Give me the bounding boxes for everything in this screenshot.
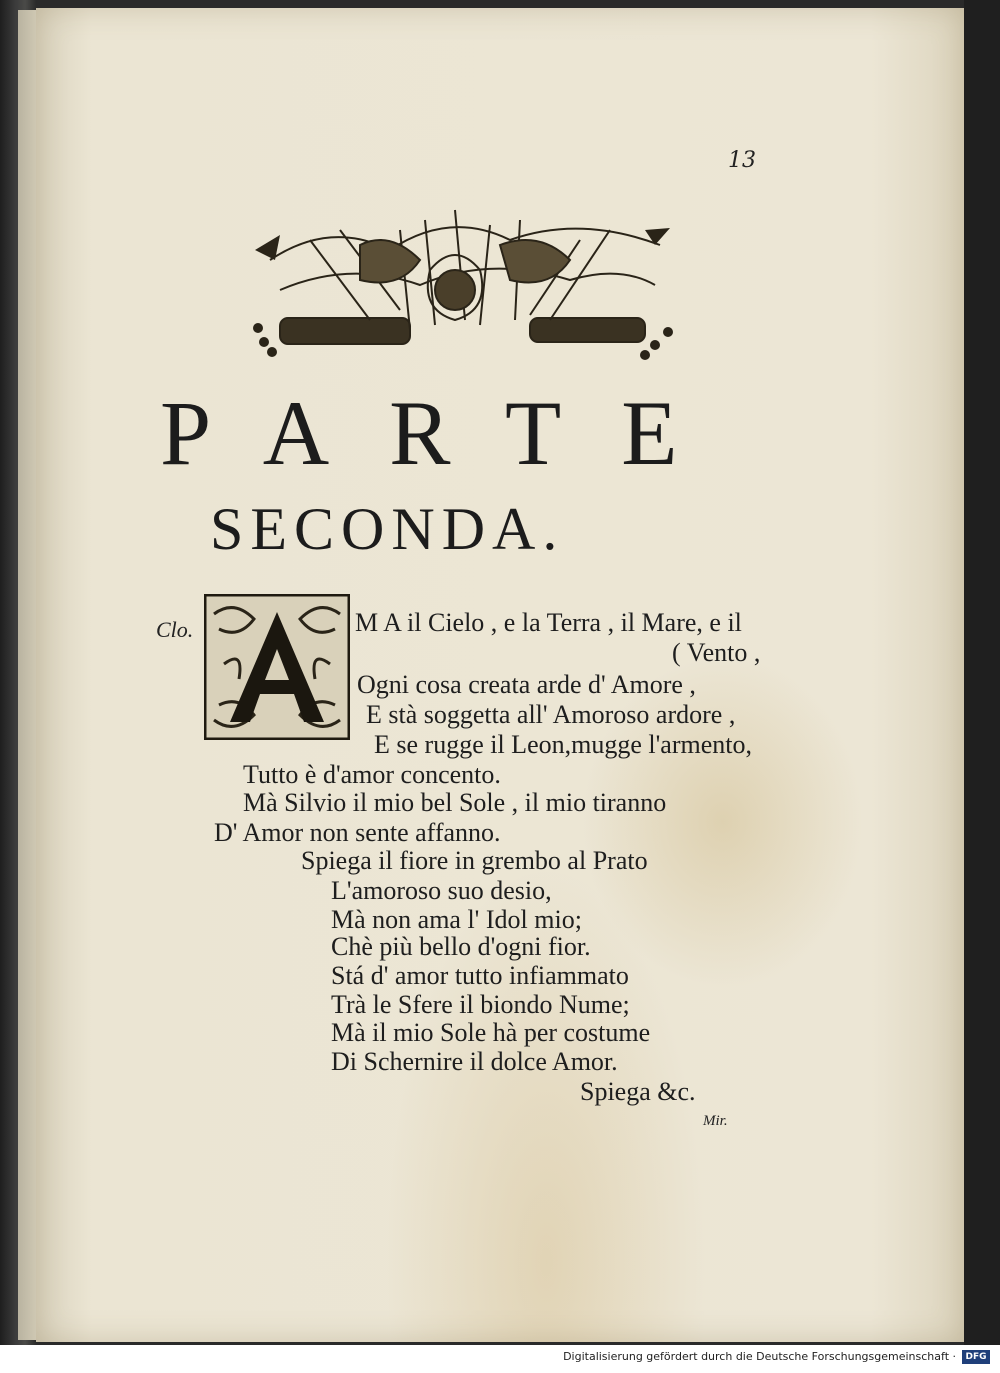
text-line-8: D' Amor non sente affanno. bbox=[214, 818, 501, 847]
speaker-label: Clo. bbox=[156, 617, 194, 642]
text-line-15: Mà il mio Sole hà per costume bbox=[331, 1018, 651, 1047]
title-seconda: SECONDA. bbox=[210, 496, 565, 562]
funding-credit: Digitalisierung gefördert durch die Deutsche Forschungsgemeinschaft · bbox=[563, 1350, 956, 1363]
ornamental-headpiece-image bbox=[250, 200, 680, 370]
text-line-4: E stà soggetta all' Amoroso ardore , bbox=[366, 700, 736, 729]
text-line-13: Stá d' amor tutto infiammato bbox=[331, 961, 629, 990]
dfg-logo: DFG bbox=[962, 1350, 990, 1364]
text-line-3: Ogni cosa creata arde d' Amore , bbox=[357, 670, 696, 699]
title-parte: PARTE bbox=[160, 382, 738, 484]
text-line-14: Trà le Sfere il biondo Nume; bbox=[331, 990, 630, 1019]
text-line-12: Chè più bello d'ogni fior. bbox=[331, 932, 591, 961]
text-line-2: ( Vento , bbox=[672, 638, 761, 667]
text-line-10: L'amoroso suo desio, bbox=[331, 876, 552, 905]
page-number: 13 bbox=[728, 148, 756, 173]
text-line-11: Mà non ama l' Idol mio; bbox=[331, 905, 582, 934]
text-line-6: Tutto è d'amor concento. bbox=[243, 760, 501, 789]
text-line-1: M A il Cielo , e la Terra , il Mare, e il bbox=[355, 608, 742, 637]
text-line-7: Mà Silvio il mio bel Sole , il mio tiranno bbox=[243, 788, 667, 817]
text-line-16: Di Schernire il dolce Amor. bbox=[331, 1047, 618, 1076]
text-line-9: Spiega il fiore in grembo al Prato bbox=[301, 846, 648, 875]
catchword: Mir. bbox=[703, 1113, 728, 1129]
refrain-line: Spiega &c. bbox=[580, 1077, 696, 1106]
text-line-5: E se rugge il Leon,mugge l'armento, bbox=[374, 730, 752, 759]
scan-background bbox=[964, 0, 1000, 1345]
decorated-initial-a-image bbox=[204, 594, 350, 740]
